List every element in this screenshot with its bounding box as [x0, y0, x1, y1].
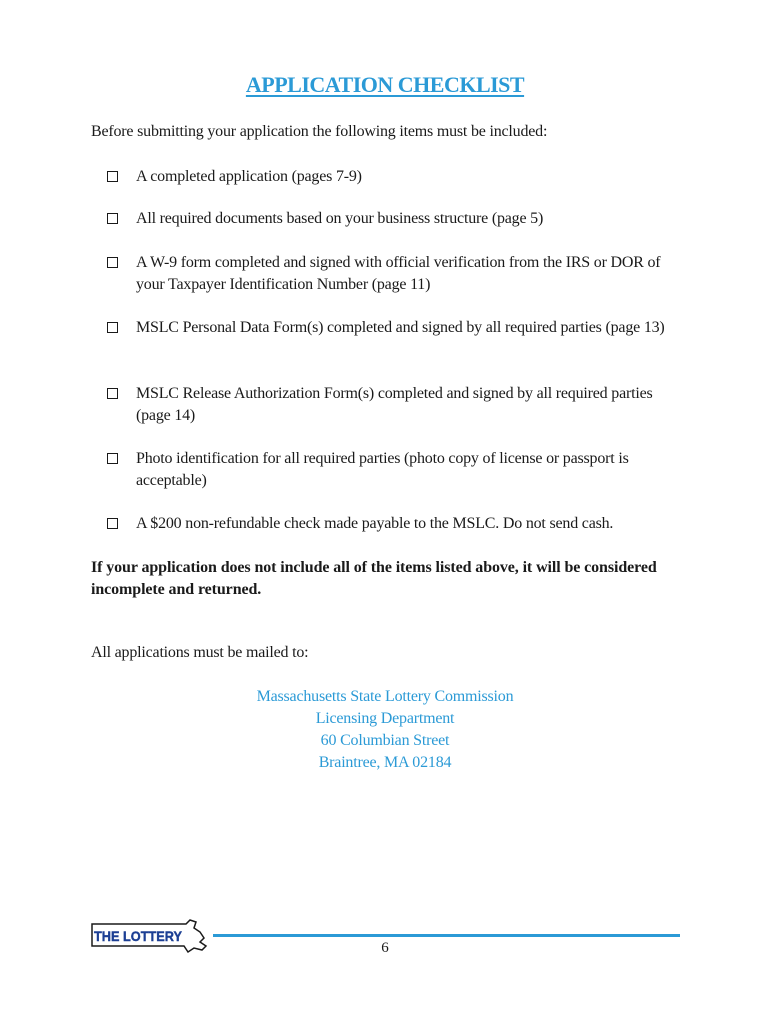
address-line: Licensing Department — [315, 710, 455, 727]
mailing-address — [0, 686, 770, 774]
checklist-item-label: MSLC Personal Data Form(s) completed and signed by all required parties (page 13) — [136, 319, 665, 336]
warning-text: If your application does not include all of the items listed above, it will be considered incomplete and returned. — [91, 559, 657, 598]
checklist-item-label: All required documents based on your business structure (page 5) — [136, 210, 544, 227]
checkbox[interactable] — [107, 171, 118, 182]
checkbox[interactable] — [107, 322, 118, 333]
checklist-item-label: A completed application (pages 7-9) — [136, 168, 362, 185]
address-line: Massachusetts State Lottery Commission — [256, 688, 514, 705]
logo-text: THE LOTTERY — [94, 928, 183, 944]
checklist-item — [107, 317, 687, 339]
page-number: 6 — [381, 940, 389, 956]
checkbox[interactable] — [107, 257, 118, 268]
address-line: Braintree, MA 02184 — [318, 754, 452, 771]
checklist-item-label: MSLC Release Authorization Form(s) completed and signed by all required parties (page 14) — [136, 385, 653, 424]
page-title — [0, 72, 770, 98]
checklist-item-label: Photo identification for all required parties (photo copy of license or passport is acceptable) — [136, 450, 629, 489]
checkbox[interactable] — [107, 453, 118, 464]
page-title-text: APPLICATION CHECKLIST — [245, 72, 525, 97]
address-line: 60 Columbian Street — [320, 732, 450, 749]
checklist-item — [107, 448, 687, 492]
checkbox[interactable] — [107, 518, 118, 529]
checklist-item — [107, 208, 687, 230]
footer-rule — [213, 934, 680, 937]
checkbox[interactable] — [107, 213, 118, 224]
checkbox[interactable] — [107, 388, 118, 399]
checklist-item-label: A W-9 form completed and signed with official verification from the IRS or DOR of your Taxpayer Identification Number (page 11) — [136, 254, 661, 293]
checklist-item — [107, 513, 687, 535]
checklist-item — [107, 252, 687, 296]
mail-intro-text: All applications must be mailed to: — [91, 644, 309, 661]
checklist-item-label: A $200 non-refundable check made payable to the MSLC. Do not send cash. — [136, 515, 614, 532]
intro-text: Before submitting your application the following items must be included: — [91, 123, 548, 140]
checklist-item — [107, 383, 687, 427]
checklist-item — [107, 166, 687, 188]
